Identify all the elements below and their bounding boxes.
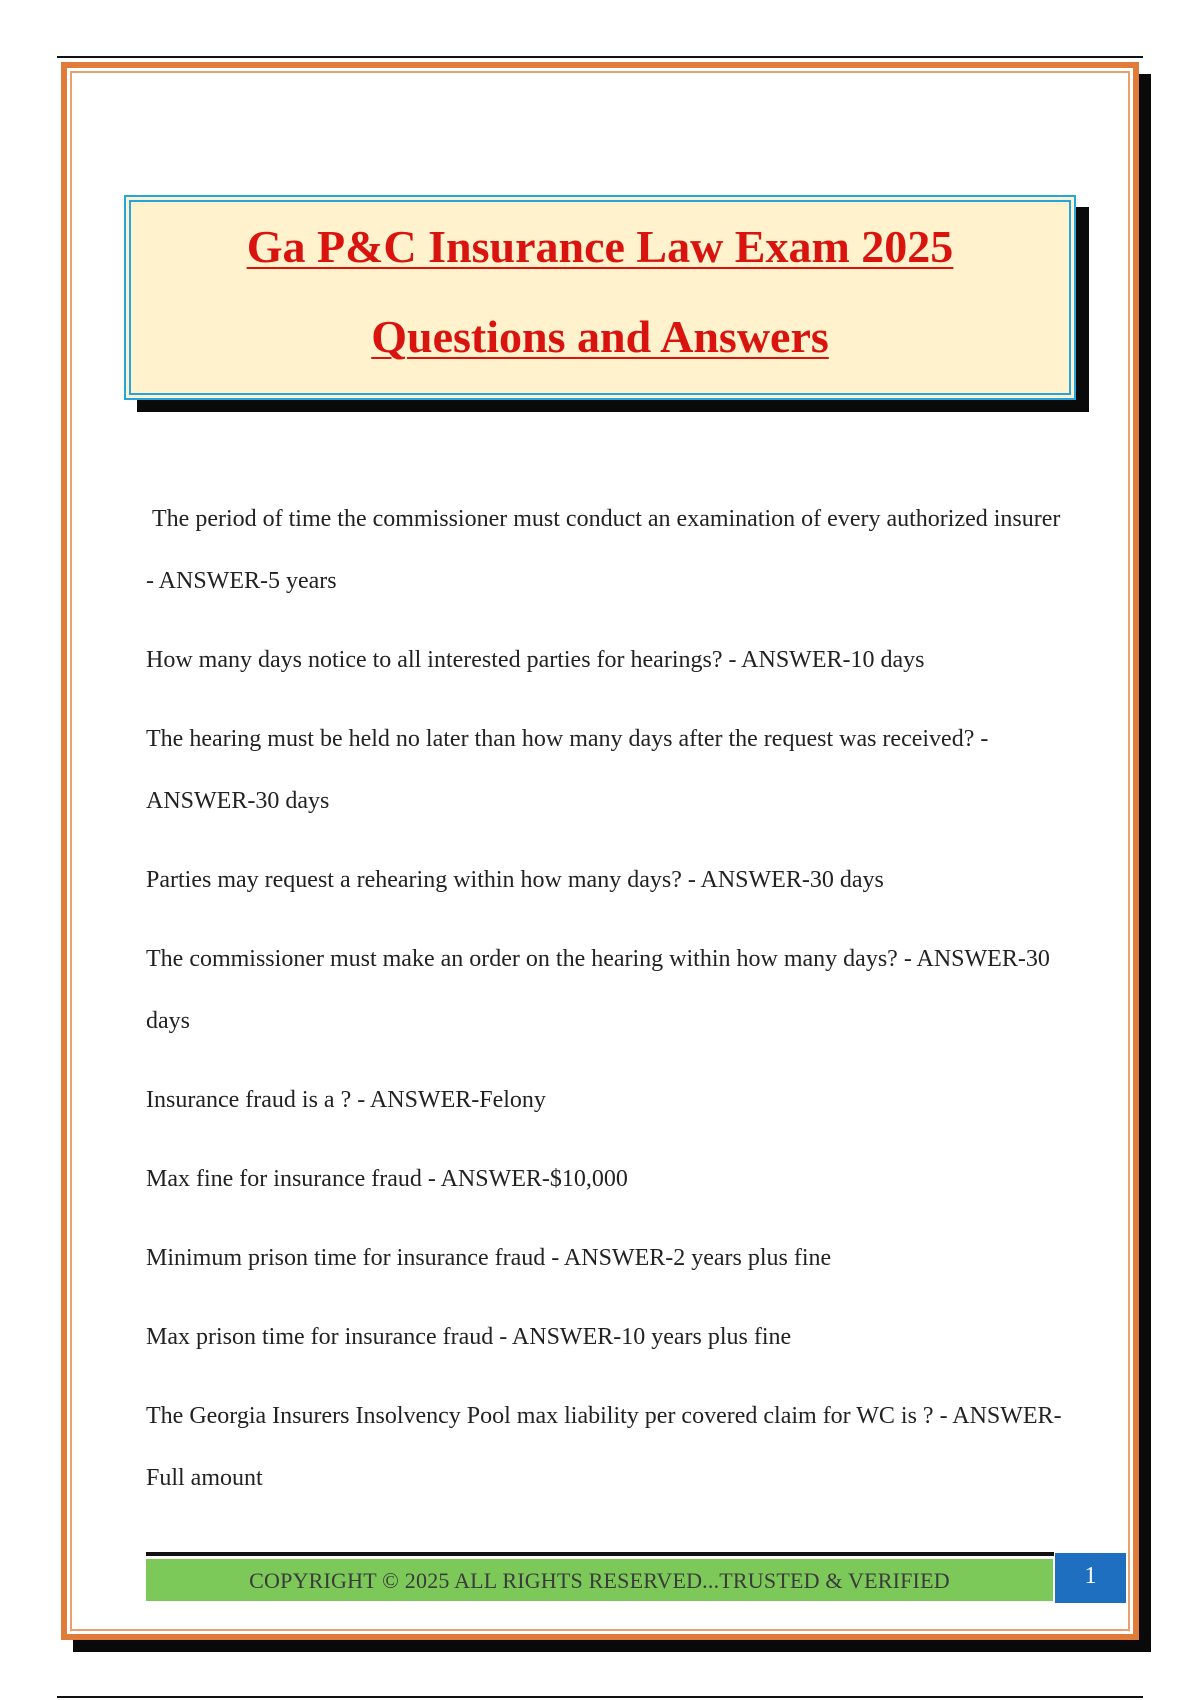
question-text: Insurance fraud is a ?: [146, 1087, 352, 1113]
question-text: Max fine for insurance fraud: [146, 1166, 422, 1192]
question-text: The commissioner must make an order on the hearing within how many days?: [146, 946, 898, 972]
answer-text: ANSWER-2 years plus fine: [563, 1245, 832, 1271]
qa-item: [146, 629, 1066, 691]
answer-text: ANSWER-Felony: [369, 1087, 546, 1113]
answer-text: ANSWER-30 days: [700, 867, 884, 893]
answer-text: ANSWER-30 days: [146, 946, 1050, 1034]
separator: -: [493, 1324, 512, 1350]
document-title-line-2: Questions and Answers: [371, 311, 829, 362]
page-number: 1: [1055, 1553, 1126, 1603]
qa-item: [146, 928, 1066, 1052]
footer-rule: [146, 1552, 1054, 1556]
qa-item: [146, 1148, 1066, 1210]
question-text: The Georgia Insurers Insolvency Pool max liability per covered claim for WC is ?: [146, 1403, 934, 1429]
qa-item: [146, 849, 1066, 911]
top-rule: [57, 56, 1143, 58]
qa-item: [146, 1069, 1066, 1131]
qa-item: [146, 1227, 1066, 1289]
qa-list: [146, 488, 1066, 1526]
separator: -: [897, 946, 917, 972]
question-text: Max prison time for insurance fraud: [146, 1324, 494, 1350]
separator: -: [974, 726, 989, 752]
question-text: How many days notice to all interested parties for hearings?: [146, 647, 723, 673]
qa-item: [146, 708, 1066, 832]
question-text: The period of time the commissioner must conduct an examination of every authorized insurer: [152, 506, 1061, 532]
question-text: The hearing must be held no later than how many days after the request was received?: [146, 726, 975, 752]
answer-text: ANSWER-Full amount: [146, 1403, 1062, 1491]
qa-item: [146, 488, 1066, 612]
separator: -: [421, 1166, 441, 1192]
question-text: Parties may request a rehearing within how many days?: [146, 867, 682, 893]
question-text: Minimum prison time for insurance fraud: [146, 1245, 546, 1271]
separator: -: [722, 647, 742, 673]
answer-text: ANSWER-30 days: [146, 788, 330, 814]
qa-item: [146, 1385, 1066, 1509]
qa-item: [146, 1306, 1066, 1368]
answer-text: ANSWER-10 years plus fine: [511, 1324, 792, 1350]
title-box: [124, 195, 1076, 400]
answer-text: ANSWER-10 days: [741, 647, 925, 673]
separator: -: [146, 568, 159, 594]
separator: -: [933, 1403, 953, 1429]
separator: -: [545, 1245, 564, 1271]
copyright-footer: COPYRIGHT © 2025 ALL RIGHTS RESERVED...TRUSTED & VERIFIED: [146, 1559, 1053, 1601]
separator: -: [681, 867, 701, 893]
document-title-line-1: Ga P&C Insurance Law Exam 2025: [246, 221, 954, 272]
answer-text: ANSWER-5 years: [158, 568, 337, 594]
answer-text: ANSWER-$10,000: [440, 1166, 628, 1192]
bottom-rule: [57, 1696, 1143, 1698]
separator: -: [351, 1087, 370, 1113]
